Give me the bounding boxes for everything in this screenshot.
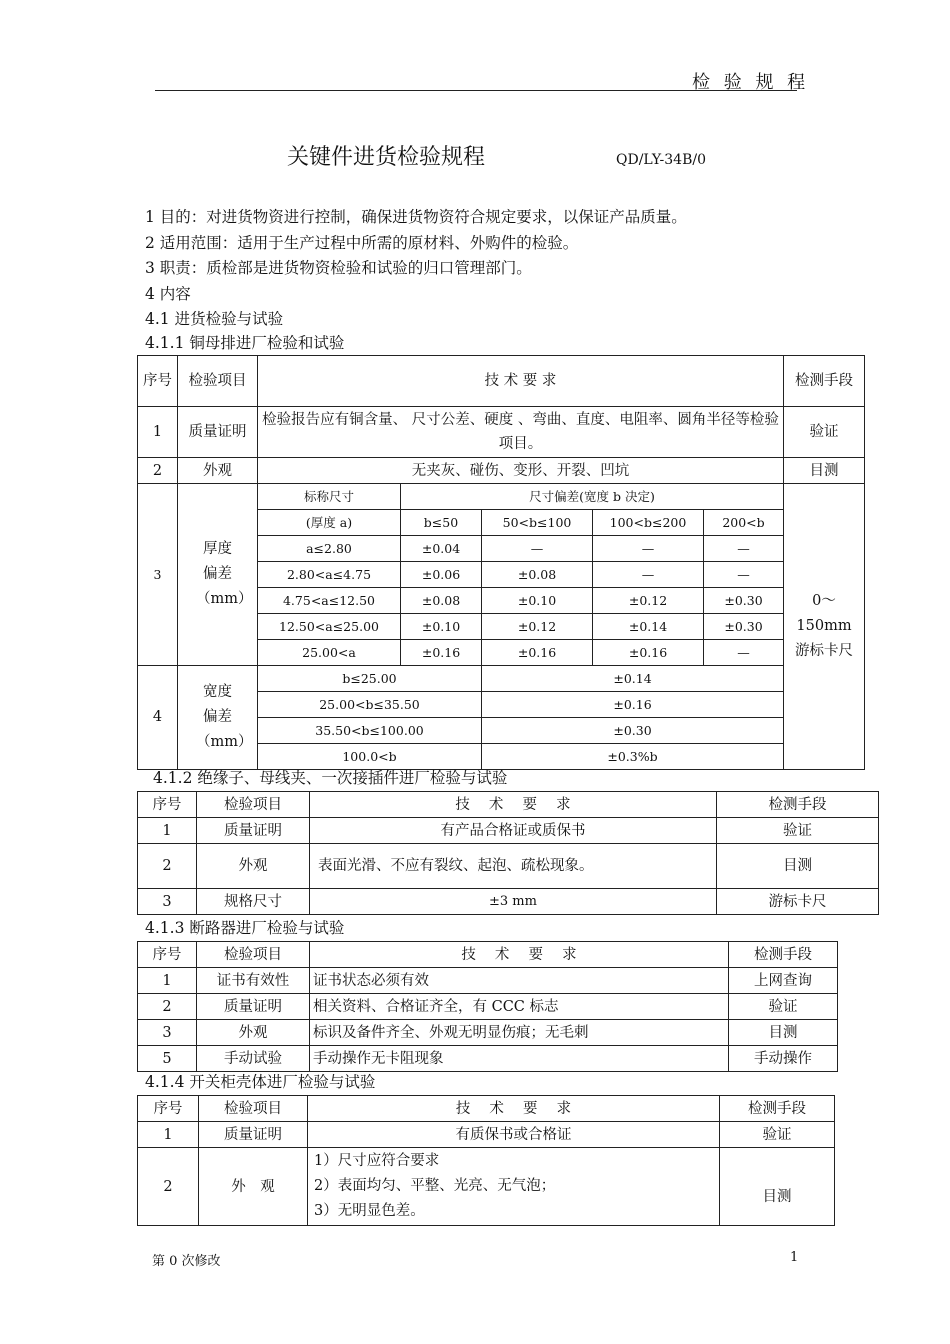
width-range-header: 50<b≤100 [482,510,593,536]
header-method: 检测手段 [720,1096,835,1122]
tolerance-cell: — [704,536,784,562]
row-method: 手动操作 [729,1046,838,1072]
row-item: 宽度偏差（mm） [178,666,258,770]
header-method: 检测手段 [729,942,838,968]
nominal-size-subheader: (厚度 a) [258,510,401,536]
header-requirement: 技 术 要 求 [308,1096,720,1122]
tolerance-cell: ±0.14 [593,614,704,640]
tolerance-cell: — [482,536,593,562]
thickness-range: 2.80<a≤4.75 [258,562,401,588]
tolerance-cell: ±0.10 [401,614,482,640]
width-range: b≤25.00 [258,666,482,692]
row-requirement: ±3 mm [310,889,717,915]
row-requirement: 有质保书或合格证 [308,1122,720,1148]
header-requirement: 技 术 要 求 [310,792,717,818]
section-4-1-1: 4.1.1 铜母排进厂检验和试验 [145,334,345,352]
row-no: 1 [138,1122,199,1148]
width-tolerance: ±0.30 [482,718,784,744]
row-method: 上网查询 [729,968,838,994]
row-item: 质量证明 [197,994,310,1020]
paragraph-content: 4 内容 [145,285,191,303]
width-range: 35.50<b≤100.00 [258,718,482,744]
header-no: 序号 [138,1096,199,1122]
width-tolerance: ±0.3%b [482,744,784,770]
paragraph-scope: 2 适用范围：适用于生产过程中所需的原材料、外购件的检验。 [145,234,579,252]
thickness-range: 12.50<a≤25.00 [258,614,401,640]
row-requirement: 证书状态必须有效 [310,968,729,994]
row-item: 质量证明 [197,818,310,844]
row-requirement: 表面光滑、不应有裂纹、起泡、疏松现象。 [310,844,717,889]
width-tolerance: ±0.14 [482,666,784,692]
tolerance-cell: — [593,562,704,588]
row-item: 外观 [197,1020,310,1046]
table-circuit-breakers [137,941,838,1072]
row-no: 1 [138,407,178,458]
row-method: 验证 [717,818,879,844]
footer-revision: 第 0 次修改 [152,1254,221,1269]
tolerance-cell: ±0.30 [704,588,784,614]
row-item: 证书有效性 [197,968,310,994]
tolerance-cell: ±0.08 [482,562,593,588]
row-no: 1 [138,968,197,994]
row-no: 4 [138,666,178,770]
row-method: 目测 [720,1148,835,1226]
width-range-header: b≤50 [401,510,482,536]
row-requirement: 标识及备件齐全、外观无明显伤痕；无毛刺 [310,1020,729,1046]
header-requirement: 技 术 要 求 [310,942,729,968]
row-requirement: 手动操作无卡阻现象 [310,1046,729,1072]
thickness-range: a≤2.80 [258,536,401,562]
tolerance-cell: ±0.06 [401,562,482,588]
row-method: 验证 [784,407,865,458]
row-item: 质量证明 [199,1122,308,1148]
row-no: 3 [138,1020,197,1046]
row-no: 5 [138,1046,197,1072]
tolerance-cell: ±0.30 [704,614,784,640]
row-method: 目测 [784,458,865,484]
tolerance-cell: ±0.04 [401,536,482,562]
header-label: 检 验 规 程 [692,72,810,93]
row-item: 手动试验 [197,1046,310,1072]
width-range: 25.00<b≤35.50 [258,692,482,718]
row-item: 质量证明 [178,407,258,458]
paragraph-purpose: 1 目的：对进货物资进行控制，确保进货物资符合规定要求，以保证产品质量。 [145,208,687,226]
width-tolerance: ±0.16 [482,692,784,718]
row-requirement: 检验报告应有铜含量、 尺寸公差、硬度 、弯曲、直度、电阻率、圆角半径等检验项目。 [258,407,784,458]
nominal-size-header: 标称尺寸 [258,484,401,510]
document-title: 关键件进货检验规程 [287,145,486,170]
table-insulators [137,791,879,915]
row-method: 验证 [720,1122,835,1148]
header-item: 检验项目 [197,792,310,818]
row-item: 外观 [197,844,310,889]
width-range: 100.0<b [258,744,482,770]
measurement-method: 0～150mm 游标卡尺 [784,484,865,770]
header-no: 序号 [138,942,197,968]
row-requirement: 有产品合格证或质保书 [310,818,717,844]
requirement-item: 2）表面均匀、平整、光亮、无气泡； [314,1178,556,1194]
table-copper-busbar [137,355,865,770]
row-no: 2 [138,458,178,484]
row-requirement: 无夹灰、碰伤、变形、开裂、凹坑 [258,458,784,484]
header-no: 序号 [138,356,178,407]
table-switchgear-enclosure [137,1095,835,1226]
tolerance-cell: ±0.12 [482,614,593,640]
row-item: 规格尺寸 [197,889,310,915]
page-number: 1 [790,1250,799,1265]
document-number: QD/LY-34B/0 [616,152,706,168]
row-item: 厚度偏差（mm） [178,484,258,666]
tolerance-cell: ±0.08 [401,588,482,614]
header-rule [155,90,797,91]
tolerance-cell: ±0.16 [482,640,593,666]
header-method: 检测手段 [784,356,865,407]
deviation-header: 尺寸偏差(宽度 b 决定) [401,484,784,510]
section-4-1-4: 4.1.4 开关柜壳体进厂检验与试验 [145,1073,376,1091]
thickness-range: 25.00<a [258,640,401,666]
tolerance-cell: ±0.16 [593,640,704,666]
header-requirement: 技 术 要 求 [258,356,784,407]
row-requirement: 相关资料、合格证齐全，有 CCC 标志 [310,994,729,1020]
row-method: 目测 [717,844,879,889]
header-item: 检验项目 [197,942,310,968]
header-method: 检测手段 [717,792,879,818]
tolerance-cell: ±0.10 [482,588,593,614]
section-4-1-3: 4.1.3 断路器进厂检验与试验 [145,919,345,937]
row-no: 3 [138,484,178,666]
tolerance-cell: ±0.12 [593,588,704,614]
row-item: 外 观 [199,1148,308,1226]
row-no: 3 [138,889,197,915]
header-item: 检验项目 [178,356,258,407]
row-requirement-list [308,1148,720,1226]
tolerance-cell: ±0.16 [401,640,482,666]
tolerance-cell: — [593,536,704,562]
row-no: 2 [138,994,197,1020]
row-no: 1 [138,818,197,844]
header-no: 序号 [138,792,197,818]
tolerance-cell: — [704,640,784,666]
thickness-range: 4.75<a≤12.50 [258,588,401,614]
header-item: 检验项目 [199,1096,308,1122]
paragraph-duties: 3 职责：质检部是进货物资检验和试验的归口管理部门。 [145,259,532,277]
section-4-1-2: 4.1.2 绝缘子、母线夹、一次接插件进厂检验与试验 [153,769,508,787]
row-item: 外观 [178,458,258,484]
row-no: 2 [138,1148,199,1226]
section-4-1: 4.1 进货检验与试验 [145,310,284,328]
width-range-header: 200<b [704,510,784,536]
row-method: 游标卡尺 [717,889,879,915]
row-method: 验证 [729,994,838,1020]
tolerance-cell: — [704,562,784,588]
row-no: 2 [138,844,197,889]
requirement-item: 1）尺寸应符合要求 [314,1153,440,1169]
row-method: 目测 [729,1020,838,1046]
width-range-header: 100<b≤200 [593,510,704,536]
requirement-item: 3）无明显色差。 [314,1203,425,1219]
